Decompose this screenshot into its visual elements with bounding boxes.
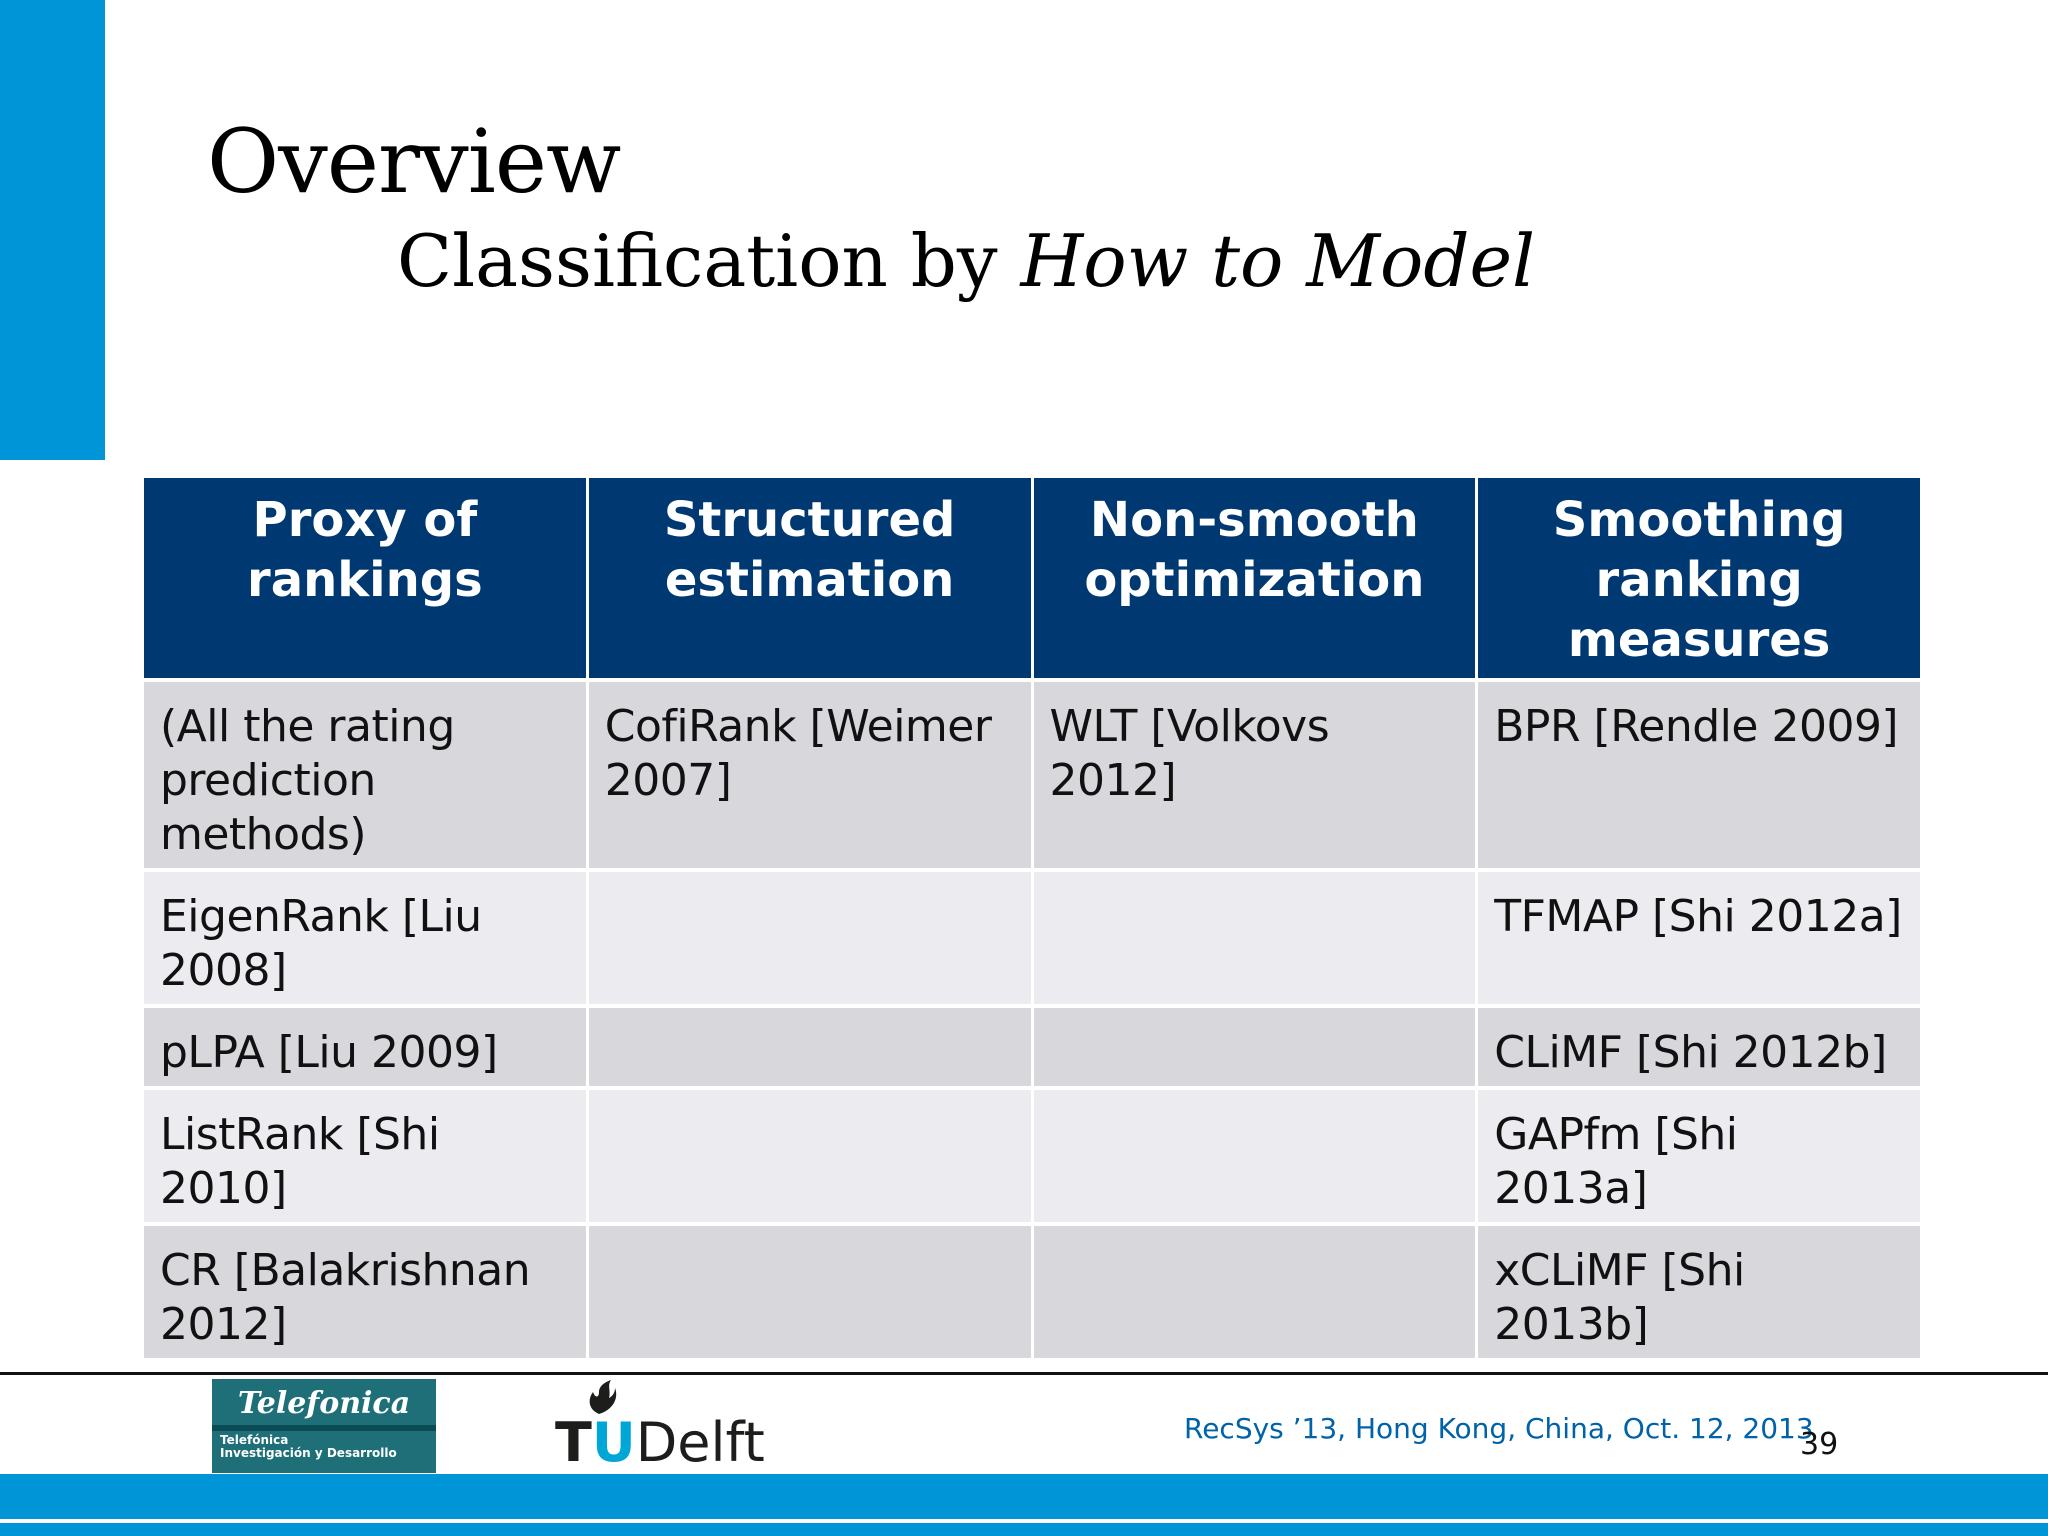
footer-divider [0,1372,2048,1375]
table-cell [587,1088,1032,1224]
footer-conference-text: RecSys ’13, Hong Kong, China, Oct. 12, 2013 [1184,1412,1814,1445]
table-row [143,1224,1922,1360]
table-row [143,1088,1922,1224]
header-proxy-of-rankings: Proxy of rankings [143,476,588,680]
page-number: 39 [1800,1427,1839,1462]
header-non-smooth-optimization: Non-smooth optimization [1032,476,1477,680]
table-cell: CofiRank [Weimer 2007] [587,680,1032,870]
table-row [143,680,1922,870]
table-cell [587,870,1032,1006]
table-cell: xCLiMF [Shi 2013b] [1477,1224,1922,1360]
subtitle-prefix: Classification by [397,219,1021,303]
tudelft-wordmark [555,1411,765,1474]
bottom-accent-stripe [0,1523,2048,1536]
left-accent-bar [0,0,105,460]
table-cell [587,1224,1032,1360]
telefonica-logo-sub-2: Investigación y Desarrollo [220,1446,397,1460]
table-cell [587,1006,1032,1088]
slide-subtitle [397,219,1536,303]
telefonica-logo-brand: Telefonica [237,1386,411,1421]
header-structured-estimation: Structured estimation [587,476,1032,680]
table-header-row [143,476,1922,680]
table-cell: ListRank [Shi 2010] [143,1088,588,1224]
bottom-accent-bar [0,1474,2048,1519]
table-cell [1032,1088,1477,1224]
subtitle-italic: How to Model [1020,219,1536,303]
classification-table [141,474,1923,1362]
header-smoothing-ranking-measures: Smoothing ranking measures [1477,476,1922,680]
table-cell: CLiMF [Shi 2012b] [1477,1006,1922,1088]
table-cell [1032,1006,1477,1088]
tudelft-u: U [591,1411,636,1474]
slide-title: Overview [207,110,621,213]
table-cell: TFMAP [Shi 2012a] [1477,870,1922,1006]
tudelft-t: T [555,1411,592,1474]
table-cell: GAPfm [Shi 2013a] [1477,1088,1922,1224]
telefonica-logo-sub-1: Telefónica [220,1433,289,1447]
table-cell [1032,1224,1477,1360]
table-cell: pLPA [Liu 2009] [143,1006,588,1088]
table-row [143,870,1922,1006]
table-cell [1032,870,1477,1006]
table-cell: WLT [Volkovs 2012] [1032,680,1477,870]
table-row [143,1006,1922,1088]
table-cell: (All the rating prediction methods) [143,680,588,870]
tudelft-delft: Delft [635,1411,765,1474]
telefonica-logo [212,1379,436,1473]
table-cell: CR [Balakrishnan 2012] [143,1224,588,1360]
table-cell: BPR [Rendle 2009] [1477,680,1922,870]
table-cell: EigenRank [Liu 2008] [143,870,588,1006]
tudelft-logo [555,1380,775,1472]
